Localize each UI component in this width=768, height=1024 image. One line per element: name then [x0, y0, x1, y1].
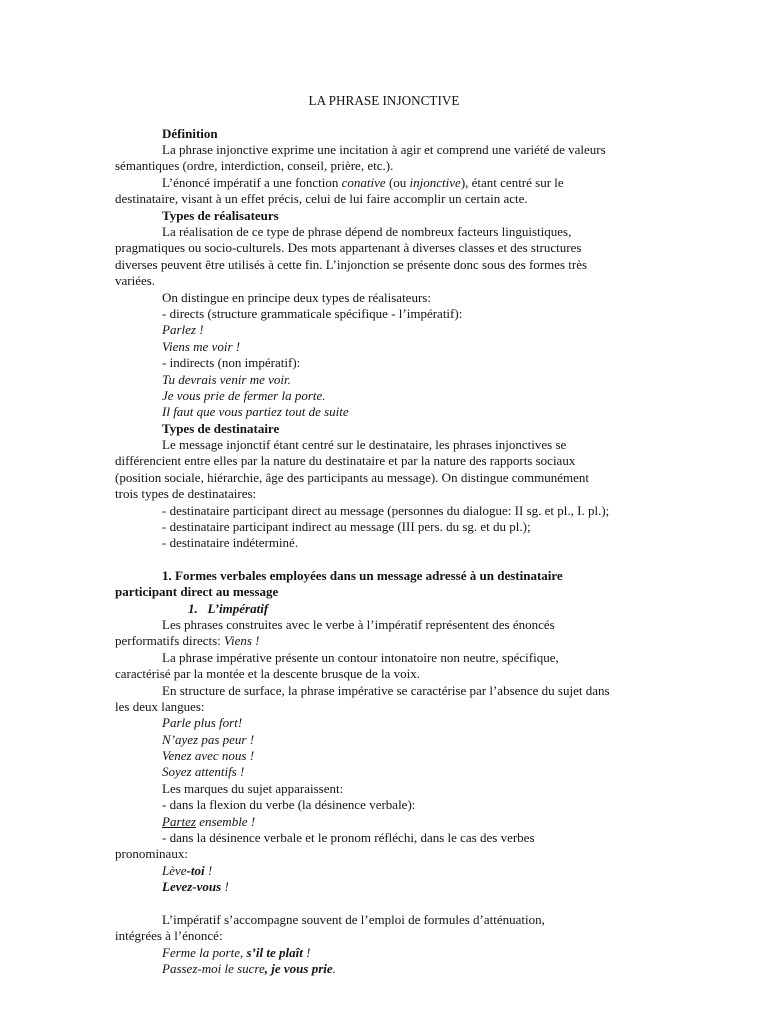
section-text: - dans la désinence verbale et le pronom réfléchi, dans le cas des verbes: [162, 830, 535, 845]
destinataire-text: Le message injonctif étant centré sur le destinataire, les phrases injonctives se: [162, 437, 567, 452]
example: Parle plus fort!: [162, 715, 243, 730]
section-text: Les marques du sujet apparaissent:: [162, 781, 344, 796]
realisateurs-text: pragmatiques ou socio-culturels. Des mots appartenant à diverses classes et des structures: [115, 240, 582, 255]
example: Venez avec nous !: [162, 748, 255, 763]
definition-text: sémantiques (ordre, interdiction, conseil, prière, etc.).: [115, 158, 394, 173]
example: Passez-moi le sucre, je vous prie.: [162, 961, 336, 976]
definition-text: La phrase injonctive exprime une incitation à agir et comprend une variété de valeurs: [162, 142, 606, 157]
example: Ferme la porte, s’il te plaît !: [162, 945, 311, 960]
section-heading: 1. Formes verbales employées dans un message adressé à un destinataire: [162, 568, 563, 583]
example: Partez ensemble !: [162, 814, 256, 829]
destinataire-text: (position sociale, hiérarchie, âge des participants au message). On distingue communément: [115, 470, 589, 485]
example: N’ayez pas peur !: [162, 732, 255, 747]
destinataire-item: - destinataire participant direct au message (personnes du dialogue: II sg. et pl., I. pl.);: [162, 503, 610, 518]
example: Tu devrais venir me voir.: [162, 372, 291, 387]
example: Levez-vous !: [162, 879, 229, 894]
realisateurs-indirect: - indirects (non impératif):: [162, 355, 301, 370]
realisateurs-direct: - directs (structure grammaticale spécifique - l’impératif):: [162, 306, 463, 321]
section-text: En structure de surface, la phrase impérative se caractérise par l’absence du sujet dans: [162, 683, 610, 698]
definition-heading: Définition: [162, 126, 218, 141]
section-heading: participant direct au message: [115, 584, 279, 599]
destinataire-heading: Types de destinataire: [162, 421, 280, 436]
section-text: intégrées à l’énoncé:: [115, 928, 223, 943]
section-text: - dans la flexion du verbe (la désinence verbale):: [162, 797, 416, 812]
page-title: LA PHRASE INJONCTIVE: [308, 93, 460, 108]
example: Soyez attentifs !: [162, 764, 245, 779]
example: Parlez !: [162, 322, 204, 337]
realisateurs-text: diverses peuvent être utilisés à cette fin. L’injonction se présente donc sous des formes très: [115, 257, 588, 272]
section-text: Les phrases construites avec le verbe à l’impératif représentent des énoncés: [162, 617, 555, 632]
example: Lève-toi !: [162, 863, 213, 878]
realisateurs-intro: On distingue en principe deux types de réalisateurs:: [162, 290, 431, 305]
example: Viens me voir !: [162, 339, 241, 354]
example: Je vous prie de fermer la porte.: [162, 388, 326, 403]
subsection-heading: 1. L’impératif: [188, 601, 269, 616]
destinataire-item: - destinataire indéterminé.: [162, 535, 299, 550]
section-text: caractérisé par la montée et la descente brusque de la voix.: [115, 666, 420, 681]
definition-text: L’énoncé impératif a une fonction conative (ou injonctive), étant centré sur le: [162, 175, 564, 190]
section-text: pronominaux:: [115, 846, 188, 861]
section-text: L’impératif s’accompagne souvent de l’emploi de formules d’atténuation,: [162, 912, 545, 927]
realisateurs-heading: Types de réalisateurs: [162, 208, 279, 223]
destinataire-item: - destinataire participant indirect au message (III pers. du sg. et du pl.);: [162, 519, 531, 534]
realisateurs-text: La réalisation de ce type de phrase dépend de nombreux facteurs linguistiques,: [162, 224, 572, 239]
section-text: La phrase impérative présente un contour intonatoire non neutre, spécifique,: [162, 650, 559, 665]
definition-text: destinataire, visant à un effet précis, celui de lui faire accomplir un certain acte.: [115, 191, 528, 206]
realisateurs-text: variées.: [115, 273, 156, 288]
section-text: performatifs directs: Viens !: [115, 633, 260, 648]
section-text: les deux langues:: [115, 699, 205, 714]
example: Il faut que vous partiez tout de suite: [162, 404, 349, 419]
destinataire-text: trois types de destinataires:: [115, 486, 257, 501]
destinataire-text: différencient entre elles par la nature du destinataire et par la nature des rapports sociaux: [115, 453, 576, 468]
